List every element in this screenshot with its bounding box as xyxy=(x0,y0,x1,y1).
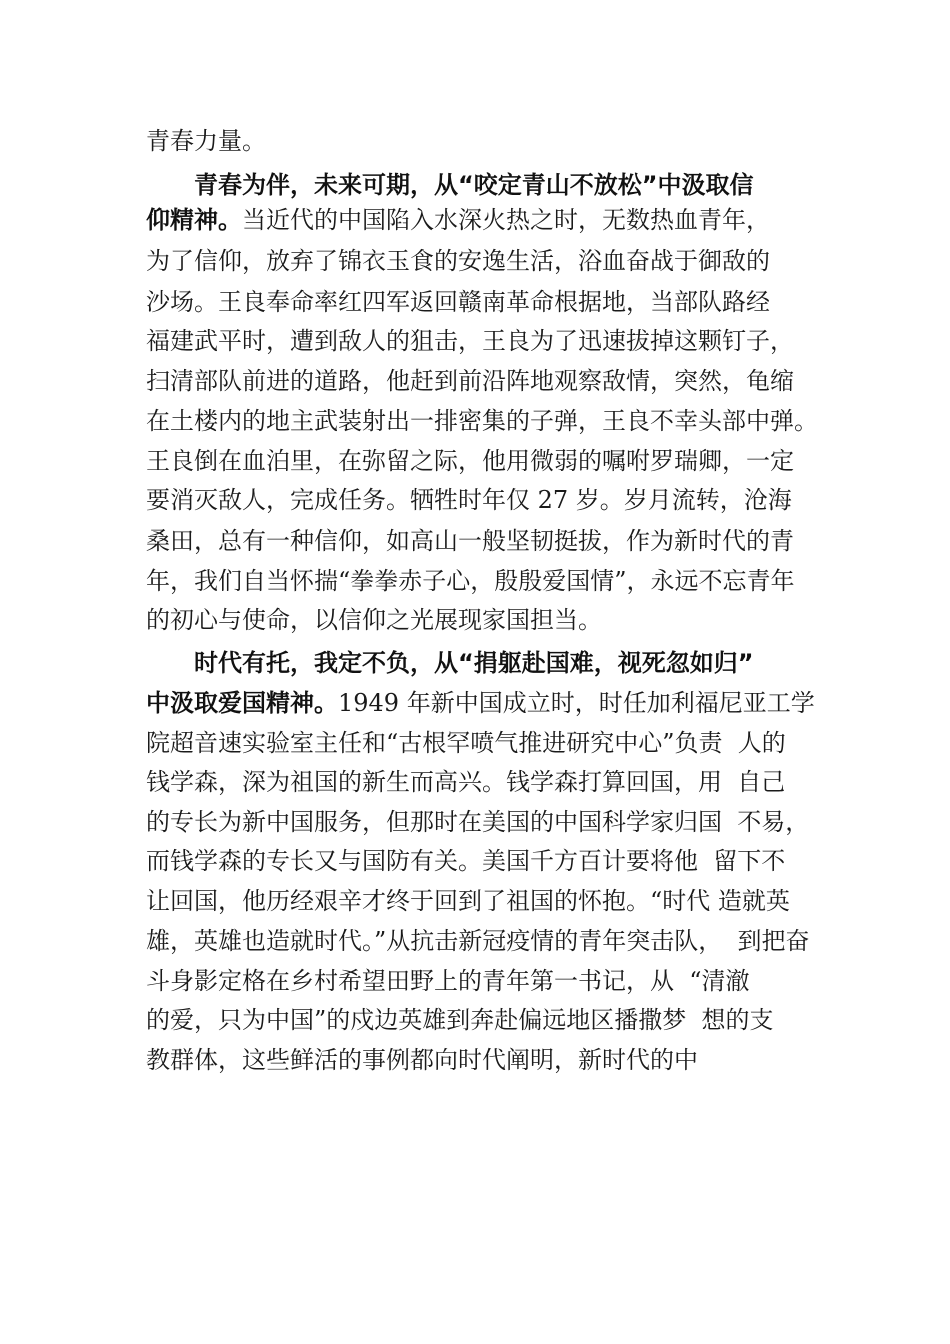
text-line: 在土楼内的地主武装射出一排密集的子弹，王良不幸头部中弹。 xyxy=(146,407,818,435)
paragraph-heading: 中汲取爱国精神。 xyxy=(146,689,338,717)
text-line: 要消灭敌人，完成任务。牺牲时年仅 27 岁。岁月流转，沧海 xyxy=(146,486,792,514)
paragraph-heading: 时代有托，我定不负，从“捐躯赴国难，视死忽如归” xyxy=(194,649,754,677)
paragraph-heading: 青春为伴，未来可期，从“咬定青山不放松”中汲取信 xyxy=(194,171,754,199)
text-line: 院超音速实验室主任和“古根罕喷气推进研究中心”负责 人的 xyxy=(146,729,786,757)
text-line: 为了信仰，放弃了锦衣玉食的安逸生活，浴血奋战于御敌的 xyxy=(146,247,770,275)
text-line: 年，我们自当怀揣“拳拳赤子心，殷殷爱国情”，永远不忘青年 xyxy=(146,567,795,595)
text-line xyxy=(146,205,770,235)
text-line: 的爱，只为中国”的戍边英雄到奔赴偏远地区播撒梦 想的支 xyxy=(146,1006,774,1034)
paragraph-heading: 仰精神。 xyxy=(146,206,242,234)
text-line: 沙场。王良奉命率红四军返回赣南革命根据地，当部队路经 xyxy=(146,288,770,316)
text-line: 青春力量。 xyxy=(146,127,266,155)
text-line: 钱学森，深为祖国的新生而高兴。钱学森打算回国，用 自己 xyxy=(146,768,786,796)
text-line xyxy=(146,688,815,718)
text-line: 王良倒在血泊里，在弥留之际，他用微弱的嘱咐罗瑞卿，一定 xyxy=(146,447,794,475)
text-line: 扫清部队前进的道路，他赶到前沿阵地观察敌情，突然，龟缩 xyxy=(146,367,794,395)
text-line: 桑田，总有一种信仰，如高山一般坚韧挺拔，作为新时代的青 xyxy=(146,527,794,555)
text-line: 的专长为新中国服务，但那时在美国的中国科学家归国 不易， xyxy=(146,808,810,836)
text-line: 斗身影定格在乡村希望田野上的青年第一书记，从 “清澈 xyxy=(146,967,750,995)
text-line: 让回国，他历经艰辛才终于回到了祖国的怀抱。“时代 造就英 xyxy=(146,887,790,915)
text-line: 而钱学森的专长又与国防有关。美国千方百计要将他 留下不 xyxy=(146,847,786,875)
text-line: 的初心与使命，以信仰之光展现家国担当。 xyxy=(146,606,602,634)
text-span: 当近代的中国陷入水深火热之时，无数热血青年， xyxy=(242,206,770,234)
text-line: 雄，英雄也造就时代。”从抗击新冠疫情的青年突击队， 到把奋 xyxy=(146,927,810,955)
text-span: 1949 年新中国成立时，时任加利福尼亚工学 xyxy=(338,689,815,717)
text-line: 教群体，这些鲜活的事例都向时代阐明，新时代的中 xyxy=(146,1046,698,1074)
text-line: 福建武平时，遭到敌人的狙击，王良为了迅速拔掉这颗钉子， xyxy=(146,327,794,355)
